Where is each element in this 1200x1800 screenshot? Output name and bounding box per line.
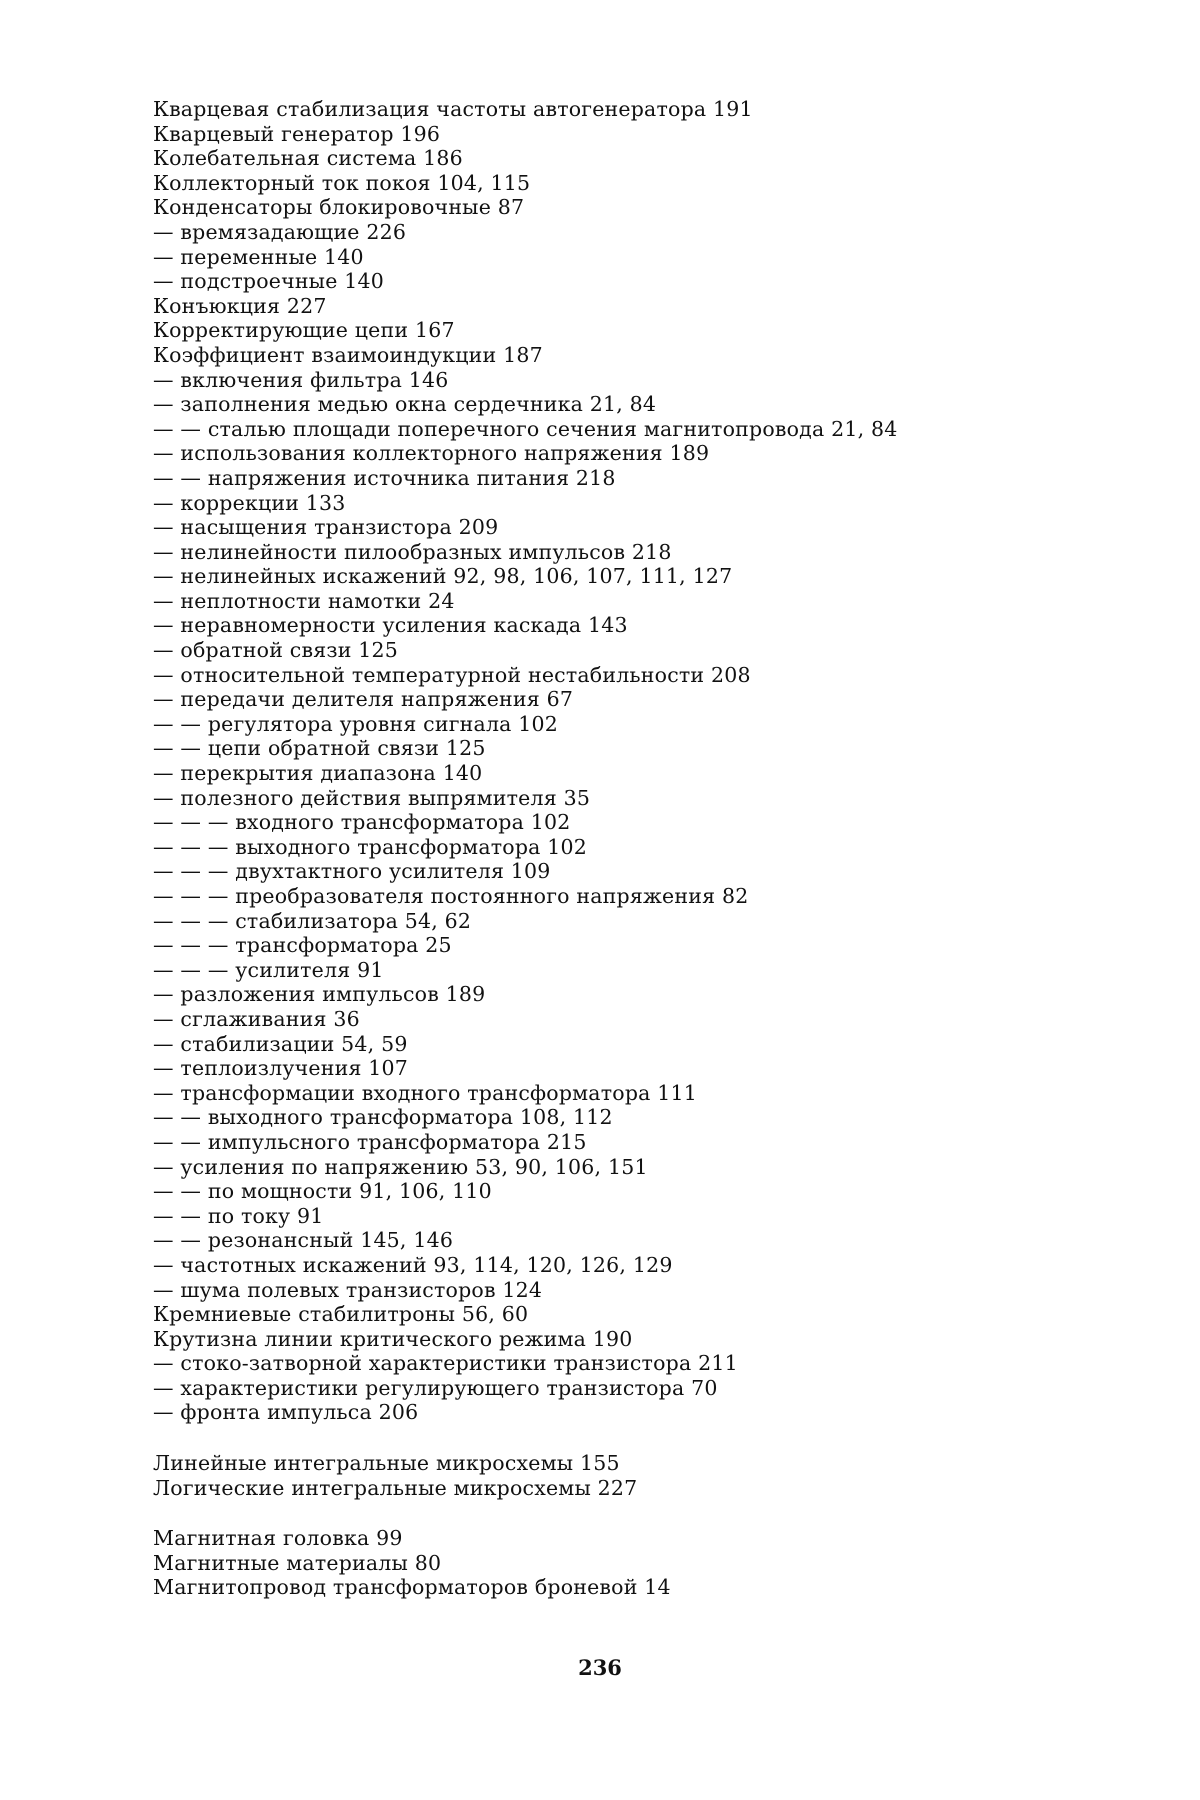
index-entry: — — — двухтактного усилителя 109 <box>153 859 551 884</box>
index-entry: — трансформации входного трансформатора 111 <box>153 1080 698 1105</box>
page-number: 236 <box>578 1655 622 1680</box>
index-entry: — нелинейности пилообразных импульсов 218 <box>153 539 672 564</box>
index-entry: — полезного действия выпрямителя 35 <box>153 785 591 810</box>
index-entry: Кварцевый генератор 196 <box>153 121 441 146</box>
index-group <box>153 1451 1153 1500</box>
index-entry: — — выходного трансформатора 108, 112 <box>153 1105 613 1130</box>
index-entry: Кварцевая стабилизация частоты автогенератора 191 <box>153 97 753 121</box>
index-entry: — — регулятора уровня сигнала 102 <box>153 711 559 736</box>
index-entry: — фронта импульса 206 <box>153 1400 419 1425</box>
index-entry: — сглаживания 36 <box>153 1006 360 1031</box>
index-entry: — усиления по напряжению 53, 90, 106, 151 <box>153 1154 648 1179</box>
index-entry: Кремниевые стабилитроны 56, 60 <box>153 1302 529 1327</box>
index-group <box>153 1526 1153 1600</box>
index-entry: Корректирующие цепи 167 <box>153 318 455 343</box>
index-entry: — относительной температурной нестабильности 208 <box>153 662 751 687</box>
index-entry: Конденсаторы блокировочные 87 <box>153 195 525 220</box>
index-entry: — — — входного трансформатора 102 <box>153 810 571 835</box>
index-entry: — разложения импульсов 189 <box>153 982 486 1007</box>
index-entry: Коэффициент взаимоиндукции 187 <box>153 342 543 367</box>
subject-index <box>153 97 1153 1600</box>
index-entry: Коллекторный ток покоя 104, 115 <box>153 170 531 195</box>
index-entry: — использования коллекторного напряжения 189 <box>153 441 710 466</box>
index-entry: — подстроечные 140 <box>153 269 384 294</box>
index-entry: — стабилизации 54, 59 <box>153 1031 408 1056</box>
index-entry: — — напряжения источника питания 218 <box>153 465 616 490</box>
index-entry: — нелинейных искажений 92, 98, 106, 107, 111, 127 <box>153 564 733 589</box>
index-entry: — — сталью площади поперечного сечения магнитопровода 21, 84 <box>153 416 898 441</box>
index-entry: — теплоизлучения 107 <box>153 1056 409 1081</box>
index-entry: — времязадающие 226 <box>153 219 407 244</box>
index-entry: — частотных искажений 93, 114, 120, 126, 129 <box>153 1252 673 1277</box>
index-entry: — — импульсного трансформатора 215 <box>153 1129 587 1154</box>
index-entry: — шума полевых транзисторов 124 <box>153 1277 543 1302</box>
index-entry: Магнитные материалы 80 <box>153 1550 442 1575</box>
index-entry: — неплотности намотки 24 <box>153 588 455 613</box>
index-entry: Колебательная система 186 <box>153 146 463 171</box>
index-entry: — переменные 140 <box>153 244 364 269</box>
index-entry: Магнитопровод трансформаторов броневой 14 <box>153 1575 671 1600</box>
index-entry: — включения фильтра 146 <box>153 367 449 392</box>
index-entry: — насыщения транзистора 209 <box>153 515 499 540</box>
index-entry: — неравномерности усиления каскада 143 <box>153 613 628 638</box>
index-entry: — коррекции 133 <box>153 490 346 515</box>
index-entry: — — — усилителя 91 <box>153 957 384 982</box>
index-entry: — стоко-затворной характеристики транзистора 211 <box>153 1351 738 1376</box>
index-entry: — — резонансный 145, 146 <box>153 1228 454 1253</box>
index-entry: — — — преобразователя постоянного напряжения 82 <box>153 884 749 908</box>
index-group <box>153 97 1153 1425</box>
index-entry: — характеристики регулирующего транзистора 70 <box>153 1375 718 1400</box>
index-entry: — — — стабилизатора 54, 62 <box>153 908 472 933</box>
index-entry: — заполнения медью окна сердечника 21, 84 <box>153 392 657 417</box>
index-entry: — — — выходного трансформатора 102 <box>153 834 588 859</box>
index-entry: — — цепи обратной связи 125 <box>153 736 486 761</box>
index-entry: Крутизна линии критического режима 190 <box>153 1326 633 1351</box>
index-entry: — обратной связи 125 <box>153 638 399 663</box>
index-entry: — перекрытия диапазона 140 <box>153 761 483 786</box>
index-entry: — — — трансформатора 25 <box>153 933 452 958</box>
index-entry: Линейные интегральные микросхемы 155 <box>153 1451 620 1476</box>
index-entry: Конъюкция 227 <box>153 293 327 318</box>
index-entry: — — по току 91 <box>153 1203 324 1228</box>
index-entry: Логические интегральные микросхемы 227 <box>153 1475 638 1500</box>
index-entry: — — по мощности 91, 106, 110 <box>153 1179 492 1204</box>
index-entry: — передачи делителя напряжения 67 <box>153 687 574 712</box>
index-entry: Магнитная головка 99 <box>153 1526 403 1551</box>
